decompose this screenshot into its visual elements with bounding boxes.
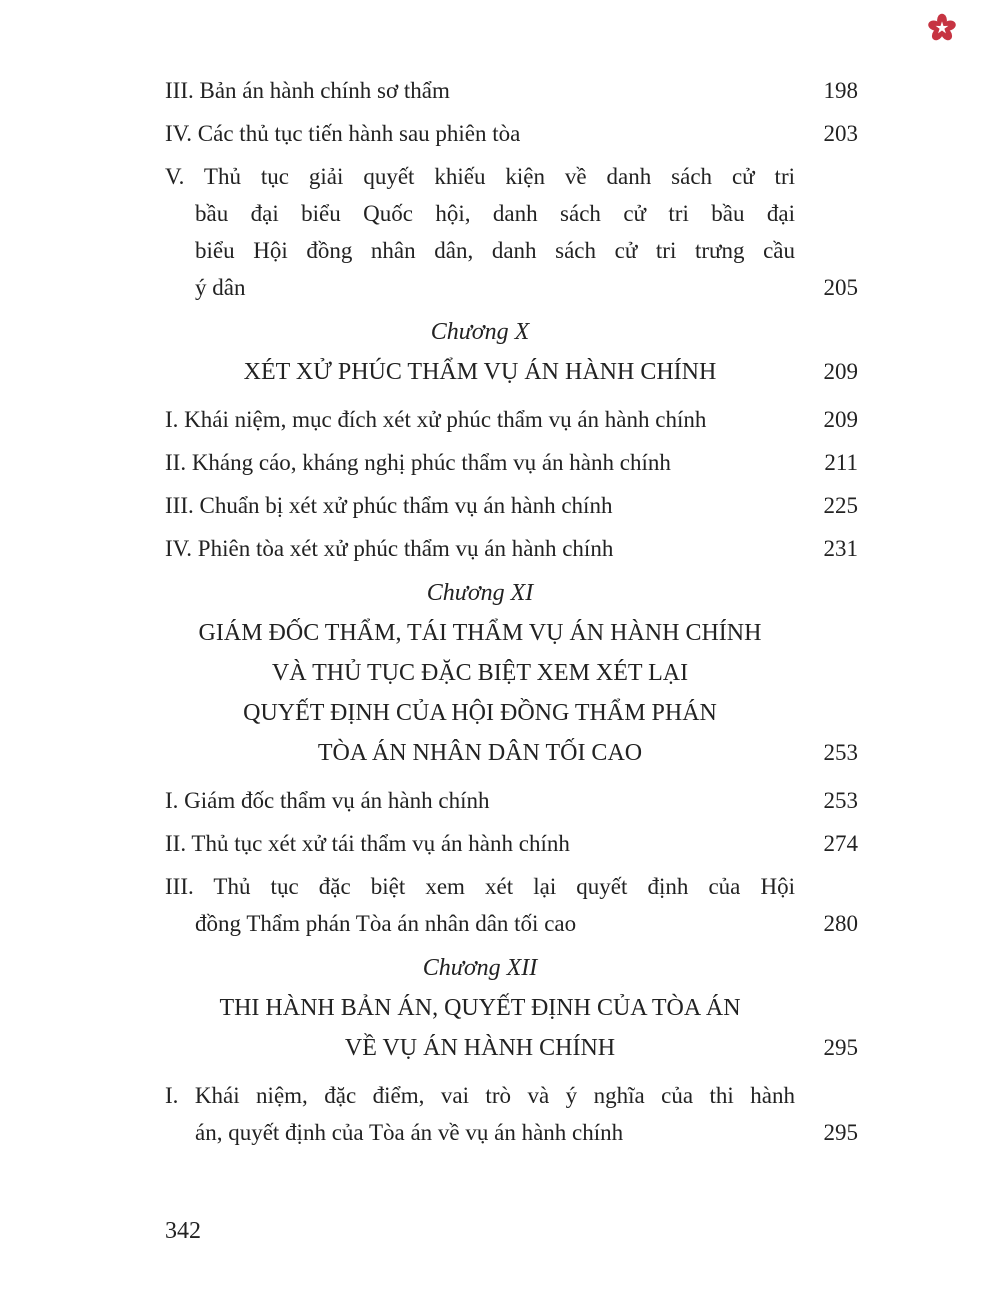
toc-item-line: biểu Hội đồng nhân dân, danh sách cử tri trưng cầu: [195, 238, 795, 263]
toc-item-entry: [165, 401, 858, 438]
toc-item-line: [165, 269, 858, 306]
chapter-title-text: XÉT XỬ PHÚC THẨM VỤ ÁN HÀNH CHÍNH: [243, 359, 717, 385]
flower-icon: [926, 12, 958, 44]
toc-item-line: [165, 1114, 858, 1151]
chapter-title-line: [165, 693, 858, 733]
item-page-number: 203: [823, 121, 858, 146]
toc-item-entry: [165, 1077, 858, 1151]
toc-item-entry: [165, 530, 858, 567]
toc-item-line: [165, 905, 858, 942]
toc-item-text: IV. Phiên tòa xét xử phúc thẩm vụ án hành chính: [165, 536, 614, 561]
toc-item-line: [165, 115, 858, 152]
item-page-number: 280: [823, 911, 858, 936]
toc-item-entry: [165, 825, 858, 862]
item-page-number: 209: [823, 407, 858, 432]
footer-page-number: 342: [165, 1218, 201, 1244]
chapter-label: Chương X: [430, 319, 530, 345]
toc-item-line: [165, 401, 858, 438]
toc-item-text: III. Bản án hành chính sơ thẩm: [165, 78, 450, 103]
chapter-title-text: QUYẾT ĐỊNH CỦA HỘI ĐỒNG THẨM PHÁN: [243, 700, 717, 726]
chapter-page-number: 209: [823, 359, 858, 384]
toc-item-line: V. Thủ tục giải quyết khiếu kiện về danh sách cử tri: [165, 164, 795, 189]
table-of-contents: [165, 72, 858, 1157]
chapter-title-line: [165, 733, 858, 773]
toc-item-entry: [165, 72, 858, 109]
toc-item-line: [165, 72, 858, 109]
item-page-number: 225: [823, 493, 858, 518]
toc-item-text: IV. Các thủ tục tiến hành sau phiên tòa: [165, 121, 521, 146]
toc-item-line: bầu đại biểu Quốc hội, danh sách cử tri bầu đại: [195, 201, 795, 226]
chapter-title-line: [165, 1028, 858, 1068]
toc-item-line: [165, 444, 858, 481]
chapter-label: Chương XI: [426, 580, 534, 606]
chapter-title-text: GIÁM ĐỐC THẨM, TÁI THẨM VỤ ÁN HÀNH CHÍNH: [198, 620, 762, 646]
chapter-label: Chương XII: [422, 955, 538, 981]
item-page-number: 198: [823, 78, 858, 103]
toc-item-entry: [165, 487, 858, 524]
chapter-title-text: VÀ THỦ TỤC ĐẶC BIỆT XEM XÉT LẠI: [271, 660, 689, 686]
item-page-number: 231: [823, 536, 858, 561]
toc-chapter-entry: [165, 312, 858, 392]
toc-item-line: [165, 782, 858, 819]
toc-chapter-entry: [165, 573, 858, 773]
item-page-number: 274: [823, 831, 858, 856]
toc-item-entry: [165, 444, 858, 481]
item-page-number: 295: [823, 1120, 858, 1145]
chapter-title-text: VỀ VỤ ÁN HÀNH CHÍNH: [344, 1035, 616, 1061]
chapter-page-number: 253: [823, 740, 858, 765]
chapter-page-number: 295: [823, 1035, 858, 1060]
toc-item-text: I. Giám đốc thẩm vụ án hành chính: [165, 788, 490, 813]
toc-item-line: III. Thủ tục đặc biệt xem xét lại quyết định của Hội: [165, 874, 795, 899]
toc-item-text: II. Kháng cáo, kháng nghị phúc thẩm vụ án hành chính: [165, 450, 671, 475]
chapter-title-text: TÒA ÁN NHÂN DÂN TỐI CAO: [317, 740, 643, 766]
toc-item-line: [165, 825, 858, 862]
toc-item-text: II. Thủ tục xét xử tái thẩm vụ án hành chính: [165, 831, 570, 856]
item-page-number: 205: [823, 275, 858, 300]
toc-item-entry: [165, 782, 858, 819]
chapter-title-line: [165, 613, 858, 653]
toc-item-text: I. Khái niệm, mục đích xét xử phúc thẩm vụ án hành chính: [165, 407, 707, 432]
toc-item-entry: [165, 868, 858, 942]
chapter-title-line: [165, 988, 858, 1028]
toc-item-line: [165, 530, 858, 567]
chapter-title-line: [165, 653, 858, 693]
toc-item-entry: [165, 115, 858, 152]
item-page-number: 211: [824, 450, 858, 475]
toc-chapter-entry: [165, 948, 858, 1068]
chapter-title-line: [165, 352, 858, 392]
toc-item-text: án, quyết định của Tòa án về vụ án hành chính: [195, 1120, 624, 1145]
toc-item-line: I. Khái niệm, đặc điểm, vai trò và ý nghĩa của thi hành: [165, 1083, 795, 1108]
item-page-number: 253: [823, 788, 858, 813]
toc-item-text: III. Chuẩn bị xét xử phúc thẩm vụ án hành chính: [165, 493, 613, 518]
toc-item-line: [165, 487, 858, 524]
toc-item-text: đồng Thẩm phán Tòa án nhân dân tối cao: [195, 911, 577, 936]
chapter-title-text: THI HÀNH BẢN ÁN, QUYẾT ĐỊNH CỦA TÒA ÁN: [219, 995, 741, 1021]
toc-item-text: ý dân: [195, 275, 246, 300]
toc-item-entry: [165, 158, 858, 306]
